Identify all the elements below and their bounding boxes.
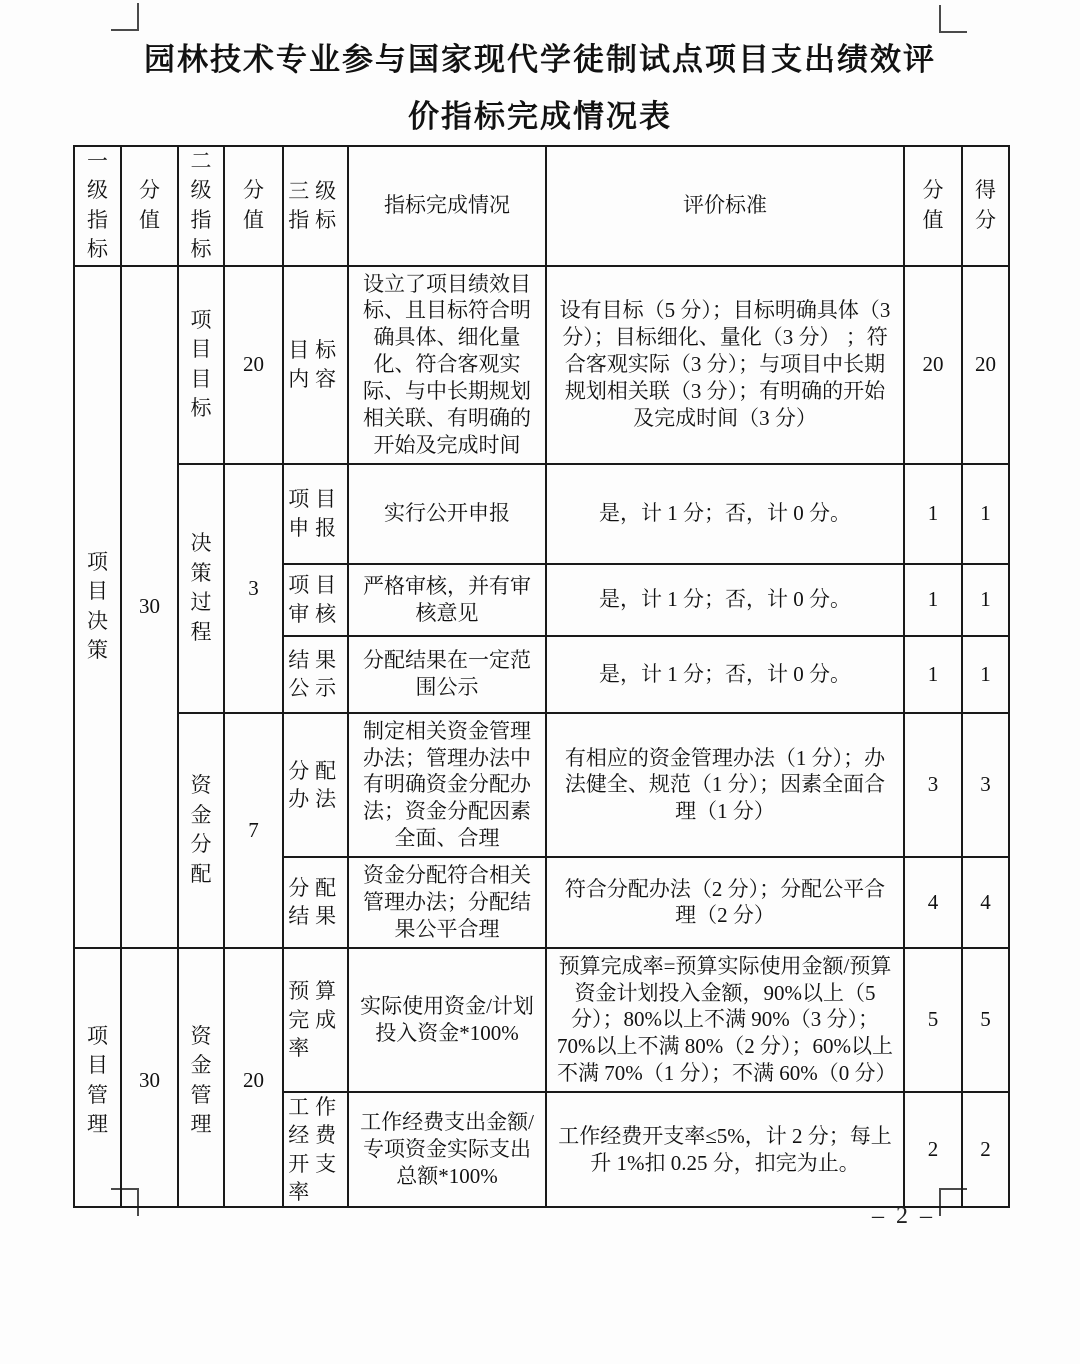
cell-completion: 资金分配符合相关管理办法；分配结果公平合理 [348, 857, 546, 948]
cell-completion: 实行公开申报 [348, 464, 546, 564]
cell-completion: 工作经费支出金额/专项资金实际支出总额*100% [348, 1092, 546, 1207]
cell-criteria: 是，计 1 分；否，计 0 分。 [546, 636, 904, 713]
cell-points: 4 [904, 857, 962, 948]
cell-points: 20 [904, 266, 962, 464]
cell-level2-fund-management: 资金管理 [178, 948, 224, 1208]
cell-criteria: 是，计 1 分；否，计 0 分。 [546, 464, 904, 564]
cell-completion: 分配结果在一定范围公示 [348, 636, 546, 713]
cell-criteria: 是，计 1 分；否，计 0 分。 [546, 564, 904, 636]
cell-level3: 结果公示 [283, 636, 348, 713]
cell-level1-points: 30 [121, 266, 178, 948]
cell-score: 20 [962, 266, 1009, 464]
table-header-row [74, 146, 1009, 266]
header-level3: 三级指标 [283, 146, 348, 266]
cell-level1-points: 30 [121, 948, 178, 1208]
cell-completion: 实际使用资金/计划投入资金*100% [348, 948, 546, 1092]
cell-level1-project-decision: 项目决策 [74, 266, 121, 948]
table-row [74, 713, 1009, 857]
cell-level2-decision-process: 决策过程 [178, 464, 224, 713]
cell-level2-points: 20 [224, 266, 283, 464]
cell-level2-points: 3 [224, 464, 283, 713]
header-points1: 分值 [121, 146, 178, 266]
header-criteria: 评价标准 [546, 146, 904, 266]
cell-level2-fund-allocation: 资金分配 [178, 713, 224, 948]
cell-score: 5 [962, 948, 1009, 1092]
crop-mark-top-right-icon [939, 5, 967, 33]
cell-score: 1 [962, 464, 1009, 564]
cell-completion: 严格审核，并有审核意见 [348, 564, 546, 636]
cell-completion: 设立了项目绩效目标、且目标符合明确具体、细化量化、符合客观实际、与中长期规划相关联、有明确的开始及完成时间 [348, 266, 546, 464]
cell-criteria: 预算完成率=预算实际使用金额/预算资金计划投入金额，90%以上（5 分）；80%以上不满 90%（3 分）；70%以上不满 80%（2 分）；60%以上不满 70%（1 分）；不满 60%（0 分） [546, 948, 904, 1092]
cell-score: 3 [962, 713, 1009, 857]
header-points3: 分值 [904, 146, 962, 266]
page-title-line2: 价指标完成情况表 [408, 99, 672, 134]
header-level1: 一级指标 [74, 146, 121, 266]
cell-criteria: 有相应的资金管理办法（1 分）；办法健全、规范（1 分）；因素全面合理（1 分） [546, 713, 904, 857]
cell-points: 1 [904, 464, 962, 564]
page-number: – 2 – [872, 1203, 935, 1229]
page-title [0, 44, 1080, 132]
cell-level3: 项目申报 [283, 464, 348, 564]
cell-level1-project-management: 项目管理 [74, 948, 121, 1208]
table-row [74, 464, 1009, 564]
evaluation-table [73, 145, 1010, 1208]
cell-score: 1 [962, 564, 1009, 636]
cell-level3: 项目审核 [283, 564, 348, 636]
cell-level3: 目标内容 [283, 266, 348, 464]
header-points2: 分值 [224, 146, 283, 266]
table-row [74, 266, 1009, 464]
header-completion: 指标完成情况 [348, 146, 546, 266]
cell-criteria: 符合分配办法（2 分）；分配公平合理（2 分） [546, 857, 904, 948]
cell-score: 4 [962, 857, 1009, 948]
cell-level3: 工作经费开支率 [283, 1092, 348, 1207]
cell-completion: 制定相关资金管理办法；管理办法中有明确资金分配办法；资金分配因素全面、合理 [348, 713, 546, 857]
cell-level3: 分配结果 [283, 857, 348, 948]
header-level2: 二级指标 [178, 146, 224, 266]
crop-mark-top-left-icon [111, 3, 139, 31]
table-row [74, 948, 1009, 1092]
cell-criteria: 设有目标（5 分）；目标明确具体（3 分）；目标细化、量化（3 分） ；符合客观实际（3 分）；与项目中长期规划相关联（3 分）；有明确的开始及完成时间（3 分） [546, 266, 904, 464]
cell-points: 2 [904, 1092, 962, 1207]
cell-score: 2 [962, 1092, 1009, 1207]
header-score: 得分 [962, 146, 1009, 266]
cell-points: 1 [904, 636, 962, 713]
page-title-line1: 园林技术专业参与国家现代学徒制试点项目支出绩效评 [144, 42, 936, 77]
cell-points: 5 [904, 948, 962, 1092]
cell-criteria: 工作经费开支率≤5%，计 2 分；每上升 1%扣 0.25 分，扣完为止。 [546, 1092, 904, 1207]
cell-level3: 分配办法 [283, 713, 348, 857]
cell-level2-points: 7 [224, 713, 283, 948]
cell-level2-points: 20 [224, 948, 283, 1208]
cell-points: 3 [904, 713, 962, 857]
cell-points: 1 [904, 564, 962, 636]
cell-level2-project-goal: 项目目标 [178, 266, 224, 464]
cell-level3: 预算完成率 [283, 948, 348, 1092]
cell-score: 1 [962, 636, 1009, 713]
